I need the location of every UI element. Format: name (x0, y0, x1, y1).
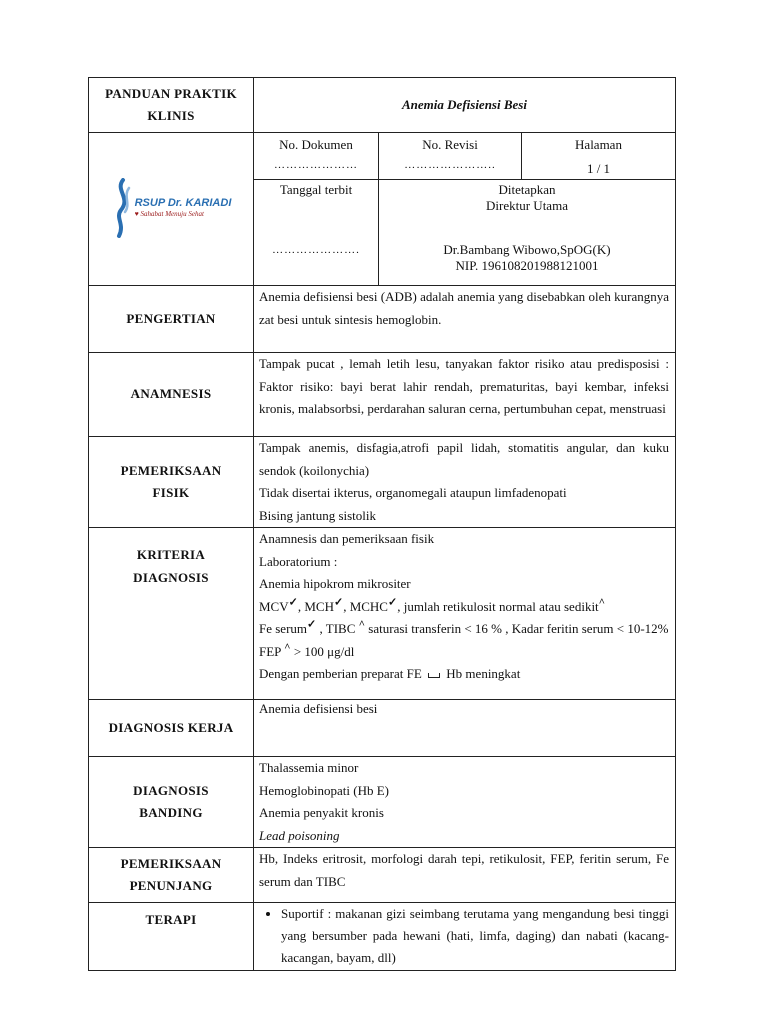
arrow-up-icon: ^ (598, 596, 606, 609)
doc-type-cell (89, 78, 254, 133)
anamnesis-label: ANAMNESIS (89, 353, 254, 437)
doc-title: Anemia Defisiensi Besi (254, 78, 676, 133)
halaman-value: 1 / 1 (586, 161, 611, 176)
halaman-label: Halaman (575, 137, 622, 152)
signer-name: Dr.Bambang Wibowo,SpOG(K) (443, 242, 611, 257)
diagnosis-banding-list (254, 757, 676, 848)
no-revisi-value: ………………….. (404, 159, 496, 171)
fisik-line-2: Tidak disertai ikterus, organomegali ataupun limfadenopati (259, 485, 567, 500)
pemeriksaan-penunjang-text: Hb, Indeks eritrosit, morfologi darah tepi, retikulosit, FEP, feritin serum, Fe serum dan TIBC (254, 848, 676, 903)
pemeriksaan-penunjang-label: PEMERIKSAAN PENUNJANG (89, 848, 254, 903)
fisik-line-3: Bising jantung sistolik (259, 507, 377, 523)
banding-item: Thalassemia minor (259, 760, 359, 775)
arrow-down-icon: ✓ (307, 618, 317, 631)
arrow-down-icon: ✓ (288, 596, 298, 609)
tanggal-terbit-cell (254, 180, 379, 286)
no-dokumen-value: ………………… (274, 159, 358, 171)
logo-name: RSUP Dr. KARIADI (134, 197, 232, 209)
heart-icon: ♥ (134, 210, 139, 218)
kriteria-pemberian-line: Dengan pemberian preparat FE Hb meningkat (259, 666, 521, 681)
arrow-down-icon: ✓ (333, 596, 344, 609)
rsup-kariadi-logo (111, 178, 232, 238)
kriteria-indices-line: MCV✓, MCH✓, MCHC✓, jumlah retikulosit normal atau sedikit^ (259, 596, 606, 614)
pemeriksaan-fisik-label: PEMERIKSAAN FISIK (89, 437, 254, 528)
arrow-down-icon: ✓ (387, 596, 398, 609)
logo-mark-icon (111, 178, 133, 238)
anamnesis-text: Tampak pucat , lemah letih lesu, tanyakan faktor risiko atau predisposisi : Faktor risiko: bayi berat lahir rendah, prematuritas, bayi kembar, infeksi kronis, malabsorbsi, perdarahan saluran cerna, pertumbuhan cepat, menstruasi (254, 353, 676, 437)
direktur-label: Direktur Utama (486, 198, 568, 213)
logo-cell (89, 133, 254, 286)
terapi-label: TERAPI (89, 903, 254, 971)
diagnosis-kerja-label: DIAGNOSIS KERJA (89, 700, 254, 757)
small-box-icon (428, 673, 440, 678)
arrow-up-icon: ^ (358, 618, 366, 631)
clinical-guideline-table (88, 77, 676, 971)
kriteria-diagnosis-text (254, 528, 676, 700)
terapi-text (254, 903, 676, 971)
doc-type: PANDUAN PRAKTIK KLINIS (105, 85, 237, 123)
terapi-item: • Suportif : makanan gizi seimbang terutama yang mengandung besi tinggi yang bersumber pada hewani (hati, limfa, daging) dan nabati (kacang-kacangan, bayam, dll) (281, 903, 669, 969)
ditetapkan-cell (379, 180, 676, 286)
banding-item: Anemia penyakit kronis (259, 805, 384, 820)
banding-item: Hemoglobinopati (Hb E) (259, 782, 389, 798)
pengertian-text: Anemia defisiensi besi (ADB) adalah anemia yang disebabkan oleh kurangnya zat besi untuk sintesis hemoglobin. (254, 286, 676, 353)
banding-item: Lead poisoning (259, 827, 340, 843)
no-dokumen-cell (254, 133, 379, 180)
tanggal-terbit-value: …………………. (272, 244, 360, 256)
kriteria-fe-line: Fe serum✓ , TIBC ^ saturasi transferin < 16 % , Kadar feritin serum < 10-12% (259, 618, 669, 636)
no-revisi-label: No. Revisi (422, 137, 478, 152)
no-dokumen-label: No. Dokumen (279, 137, 353, 152)
arrow-up-icon: ^ (284, 641, 291, 654)
fisik-line-1: Tampak anemis, disfagia,atrofi papil lidah, stomatitis angular, dan kuku sendok (koilonychia) (259, 440, 669, 478)
kriteria-line-3: Anemia hipokrom mikrositer (259, 576, 411, 591)
logo-tagline: ♥ Sahabat Menuju Sehat (134, 210, 204, 218)
kriteria-line-1: Anamnesis dan pemeriksaan fisik (259, 531, 435, 546)
ditetapkan-label: Ditetapkan (498, 182, 556, 197)
kriteria-diagnosis-label: KRITERIA DIAGNOSIS (89, 528, 254, 700)
kriteria-fep-line: FEP ^ > 100 μg/dl (259, 641, 355, 659)
pemeriksaan-fisik-text (254, 437, 676, 528)
tanggal-terbit-label: Tanggal terbit (279, 182, 353, 197)
kriteria-line-2: Laboratorium : (259, 553, 338, 569)
no-revisi-cell (379, 133, 522, 180)
diagnosis-banding-label: DIAGNOSIS BANDING (89, 757, 254, 848)
pengertian-label: PENGERTIAN (89, 286, 254, 353)
signer-nip: NIP. 196108201988121001 (455, 258, 599, 273)
diagnosis-kerja-text: Anemia defisiensi besi (254, 700, 676, 757)
halaman-cell (522, 133, 676, 180)
